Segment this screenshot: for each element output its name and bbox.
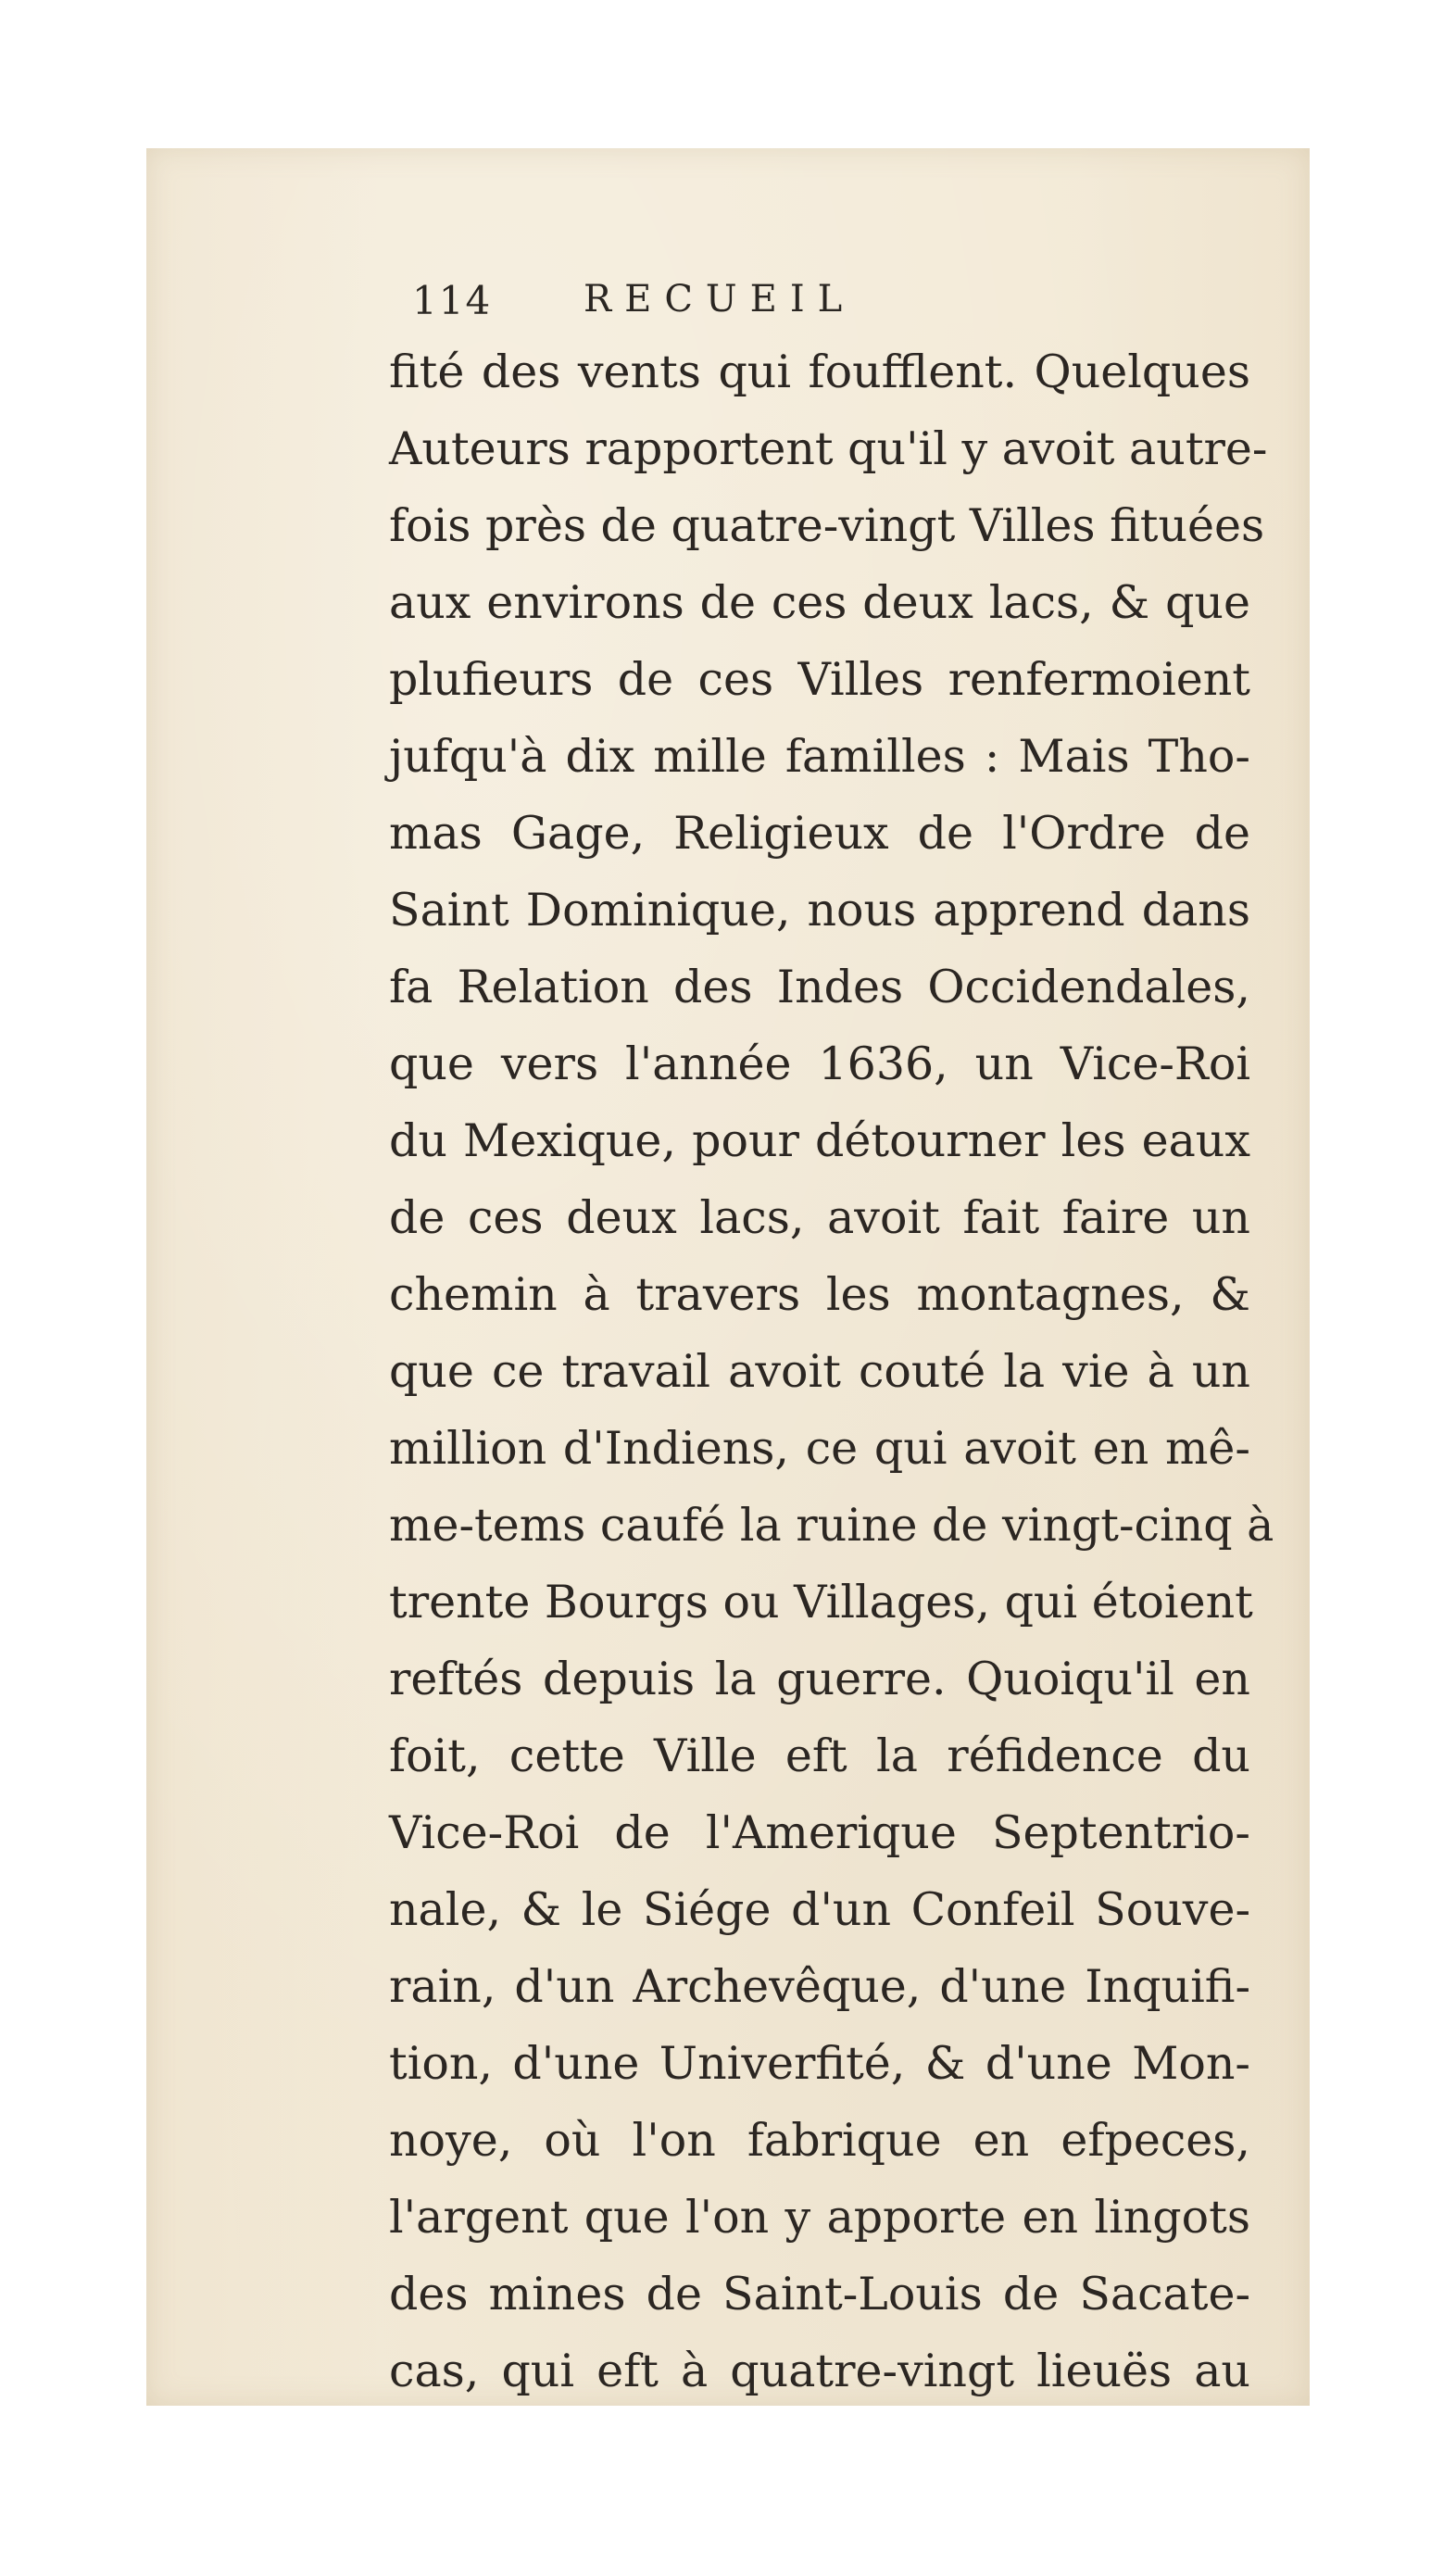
- text-line: Saint Dominique, nous apprend dans: [389, 884, 1250, 937]
- text-line: cas, qui eft à quatre-vingt lieuës au: [389, 2345, 1250, 2397]
- text-line: plufieurs de ces Villes renfermoient: [389, 653, 1250, 706]
- body-text: [389, 333, 1274, 2409]
- text-line: me-tems caufé la ruine de vingt-cinq à: [389, 1499, 1274, 1552]
- running-head: RECUEIL: [584, 278, 856, 321]
- text-line: Vice-Roi de l'Amerique Septentrio-: [389, 1806, 1250, 1859]
- text-line: nale, & le Siége d'un Confeil Souve-: [389, 1883, 1250, 1936]
- text-line: fa Relation des Indes Occidendales,: [389, 961, 1250, 1013]
- text-line: l'argent que l'on y apporte en lingots: [389, 2191, 1250, 2244]
- text-line: tion, d'une Univerfité, & d'une Mon-: [389, 2037, 1250, 2090]
- text-line: rain, d'un Archevêque, d'une Inquifi-: [389, 1960, 1250, 2013]
- text-line: Auteurs rapportent qu'il y avoit autre-: [389, 422, 1268, 475]
- text-line: chemin à travers les montagnes, &: [389, 1268, 1250, 1321]
- text-line: du Mexique, pour détourner les eaux: [389, 1114, 1250, 1167]
- text-line: million d'Indiens, ce qui avoit en mê-: [389, 1422, 1250, 1475]
- text-line: reftés depuis la guerre. Quoiqu'il en: [389, 1653, 1250, 1705]
- page-number: 114: [412, 278, 493, 323]
- text-line: trente Bourgs ou Villages, qui étoient: [389, 1576, 1253, 1629]
- page-header: [412, 278, 1227, 333]
- text-line: que ce travail avoit couté la vie à un: [389, 1345, 1250, 1398]
- text-line: de ces deux lacs, avoit fait faire un: [389, 1191, 1250, 1244]
- text-line: foit, cette Ville eft la réfidence du: [389, 1729, 1250, 1782]
- text-line: jufqu'à dix mille familles : Mais Tho-: [389, 730, 1250, 783]
- text-line: mas Gage, Religieux de l'Ordre de: [389, 807, 1250, 860]
- text-line: aux environs de ces deux lacs, & que: [389, 576, 1250, 629]
- text-line: que vers l'année 1636, un Vice-Roi: [389, 1038, 1250, 1090]
- text-line: noye, où l'on fabrique en efpeces,: [389, 2114, 1250, 2167]
- text-line: des mines de Saint-Louis de Sacate-: [389, 2268, 1250, 2320]
- text-line: fois près de quatre-vingt Villes fituées: [389, 499, 1265, 552]
- text-line: fité des vents qui foufflent. Quelques: [389, 346, 1250, 398]
